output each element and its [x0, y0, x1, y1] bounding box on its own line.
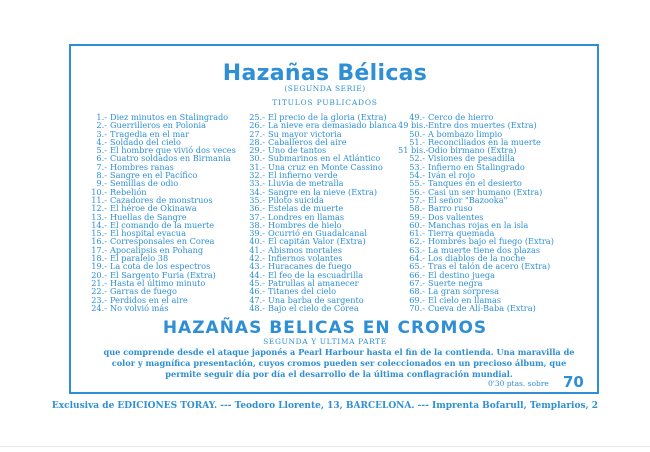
title-number: 9.-: [96, 178, 107, 189]
title-text: Suerte negra: [428, 277, 483, 288]
title-number: 31.-: [249, 161, 265, 172]
title-text: Corresponsales en Corea: [110, 236, 215, 247]
title-text: Hasta el último minuto: [110, 277, 206, 288]
title-number: 60.-: [409, 219, 425, 230]
title-text: Perdidos en el aire: [110, 294, 188, 305]
title-number: 43.-: [249, 261, 265, 272]
title-number: 49.-: [409, 112, 425, 122]
title-text: Cerco de hierro: [428, 112, 494, 122]
title-text: Abismos mortales: [268, 244, 342, 255]
titles-column-3: [398, 113, 554, 312]
cromos-description: que comprende desde el ataque japonés a Pearl Harbour hasta el fin de la contienda. Una maravilla de color y magnífica presentación, cuyos cromos pueden ser coleccionados en un precioso álbum, que permite seguir día por día el desarrollo de la última conflagración mundial.: [103, 347, 575, 379]
title-text: Odio birmano (Extra): [428, 145, 517, 156]
title-text: Cueva de Alí-Baba (Extra): [428, 302, 536, 313]
title-text: Londres en llamas: [268, 211, 345, 222]
title-text: El hombre que vivió dos veces: [110, 145, 236, 156]
title-text: Lluvia de metralla: [268, 178, 344, 189]
title-number: 50.-: [409, 128, 425, 139]
title-number: 65.-: [409, 261, 425, 272]
title-text: Guerrilleros en Polonia: [110, 120, 206, 131]
title-number: 51.-: [409, 136, 425, 147]
title-text: El precio de la gloria (Extra): [268, 112, 387, 122]
title-text: Infiernos volantes: [268, 253, 343, 264]
title-text: El infierno verde: [268, 170, 338, 181]
title-number: 58.-: [409, 203, 425, 214]
title-text: El Sargento Furia (Extra): [110, 269, 216, 280]
title-text: Hombres bajo el fuego (Extra): [428, 236, 554, 247]
title-number: 44.-: [249, 269, 265, 280]
title-number: 17.-: [91, 244, 107, 255]
title-text: Tragedia en el mar: [110, 128, 190, 139]
title-text: La nieve era demasiado blanca: [268, 120, 397, 131]
title-text: El comando de la muerte: [110, 219, 215, 230]
section-heading: TITULOS PUBLICADOS: [272, 98, 378, 107]
title-text: Rebelión: [110, 186, 147, 197]
title-number: 11.-: [91, 194, 107, 205]
title-number: 23.-: [91, 294, 107, 305]
title-number: 18.-: [91, 253, 107, 264]
title-text: Tras el talón de acero (Extra): [428, 261, 551, 272]
title-text: Diez minutos en Stalingrado: [110, 112, 229, 122]
title-number: 62.-: [409, 236, 425, 247]
title-number: 21.-: [91, 277, 107, 288]
title-text: Cazadores de monstruos: [110, 194, 213, 205]
title-number: 46.-: [249, 286, 265, 297]
title-text: Los diablos de la noche: [428, 253, 526, 264]
title-number: 51 bis.-: [398, 145, 429, 156]
title-number: 20.-: [91, 269, 107, 280]
title-text: Entre dos muertes (Extra): [428, 120, 537, 131]
title-number: 54.-: [409, 170, 425, 181]
title-number: 48.-: [249, 302, 265, 313]
title-number: 36.-: [249, 203, 265, 214]
title-text: A bombazo limpio: [428, 128, 503, 139]
title-text: No volvió más: [110, 302, 169, 313]
title-text: El héroe de Okinawa: [110, 203, 197, 214]
title-text: Hombres de hielo: [268, 219, 342, 230]
title-number: 68.-: [409, 286, 425, 297]
title-number: 38.-: [249, 219, 265, 230]
title-number: 57.-: [409, 194, 425, 205]
title-number: 40.-: [249, 236, 265, 247]
title-number: 52.-: [409, 153, 425, 164]
title-text: Tierra quemada: [428, 228, 495, 239]
title-text: Reconciliados en la muerte: [428, 136, 541, 147]
title-number: 49 bis.-: [398, 120, 429, 131]
title-number: 70.-: [409, 302, 425, 313]
title-number: 45.-: [249, 277, 265, 288]
title-text: La muerte tiene dos plazas: [428, 244, 541, 255]
title-number: 15.-: [91, 228, 107, 239]
title-list-item: [86, 304, 236, 312]
title-text: Apocalipsis en Pohang: [110, 244, 204, 255]
title-list-item: [230, 304, 397, 312]
title-number: 12.-: [91, 203, 107, 214]
title-number: 13.-: [91, 211, 107, 222]
cromos-title: HAZAÑAS BELICAS EN CROMOS: [162, 318, 488, 338]
title-text: Caballeros del aire: [268, 136, 347, 147]
title-text: Uno de tantos: [268, 145, 327, 156]
title-list-item: [398, 304, 554, 312]
title-number: 19.-: [91, 261, 107, 272]
title-number: 56.-: [409, 186, 425, 197]
title-number: 29.-: [249, 145, 265, 156]
title-number: 55.-: [409, 178, 425, 189]
title-number: 42.-: [249, 253, 265, 264]
title-number: 1.-: [96, 112, 107, 122]
title-number: 32.-: [249, 170, 265, 181]
title-text: Visiones de pesadilla: [428, 153, 515, 164]
page-title: Hazañas Bélicas: [222, 61, 428, 86]
title-number: 63.-: [409, 244, 425, 255]
title-number: 2.-: [96, 120, 107, 131]
title-number: 24.-: [91, 302, 107, 313]
title-text: Iván el rojo: [428, 170, 475, 181]
title-number: 22.-: [91, 286, 107, 297]
title-text: El hospital evacua: [110, 228, 186, 239]
title-text: Huracanes de fuego: [268, 261, 352, 272]
title-text: Semillas de odio: [110, 178, 179, 189]
title-number: 34.-: [249, 186, 265, 197]
title-text: Titanes del cielo: [268, 286, 337, 297]
title-text: Una cruz en Monte Cassino: [268, 161, 383, 172]
title-text: Dos valientes: [428, 211, 484, 222]
title-number: 33.-: [249, 178, 265, 189]
title-text: La cota de los espectros: [110, 261, 211, 272]
title-text: El paralelo 38: [110, 253, 169, 264]
title-text: El cielo en llamas: [428, 294, 502, 305]
title-number: 5.-: [96, 145, 107, 156]
title-text: Cuatro soldados en Birmania: [110, 153, 231, 164]
title-text: El feo de la escuadrilla: [268, 269, 364, 280]
title-text: Sangre en la nieve (Extra): [268, 186, 378, 197]
title-text: Casi un ser humano (Extra): [428, 186, 543, 197]
title-text: La gran sorpresa: [428, 286, 499, 297]
title-text: Su mayor victoria: [268, 128, 342, 139]
title-number: 10.-: [91, 186, 107, 197]
title-text: Estelas de muerte: [268, 203, 344, 214]
title-number: 25.-: [249, 112, 265, 122]
title-text: Una barba de sargento: [268, 294, 364, 305]
title-text: Barro ruso: [428, 203, 473, 214]
title-list-item: [86, 179, 236, 187]
title-text: Tanques en el desierto: [428, 178, 522, 189]
title-number: 47.-: [249, 294, 265, 305]
title-number: 7.-: [96, 161, 107, 172]
title-text: Manchas rojas en la isla: [428, 219, 529, 230]
title-text: Submarinos en el Atlántico: [268, 153, 381, 164]
title-number: 16.-: [91, 236, 107, 247]
title-number: 14.-: [91, 219, 107, 230]
titles-column-2: [230, 113, 397, 312]
page-subtitle: (SEGUNDA SERIE): [284, 84, 366, 93]
title-number: 61.-: [409, 228, 425, 239]
title-text: Piloto suicida: [268, 194, 324, 205]
title-text: El capitán Valor (Extra): [268, 236, 366, 247]
title-text: Infierno en Stalingrado: [428, 161, 525, 172]
title-text: Ocurrió en Guadalcanal: [268, 228, 367, 239]
title-text: Bajo el cielo de Corea: [268, 302, 359, 313]
title-text: Patrullas al amanecer: [268, 277, 359, 288]
title-number: 64.-: [409, 253, 425, 264]
titles-column-1: [86, 113, 236, 312]
title-number: 53.-: [409, 161, 425, 172]
page-number: 70: [563, 373, 584, 391]
title-number: 41.-: [249, 244, 265, 255]
title-number: 30.-: [249, 153, 265, 164]
title-number: 28.-: [249, 136, 265, 147]
title-number: 27.-: [249, 128, 265, 139]
bottom-divider: [0, 446, 650, 447]
title-text: Soldado del cielo: [110, 136, 181, 147]
title-text: Garras de fuego: [110, 286, 177, 297]
title-number: 67.-: [409, 277, 425, 288]
title-number: 59.-: [409, 211, 425, 222]
title-number: 8.-: [96, 170, 107, 181]
title-text: Sangre en el Pacífico: [110, 170, 198, 181]
title-text: Hombres ranas: [110, 161, 174, 172]
title-number: 39.-: [249, 228, 265, 239]
title-number: 37.-: [249, 211, 265, 222]
title-number: 3.-: [96, 128, 107, 139]
title-number: 4.-: [96, 136, 107, 147]
title-number: 26.-: [249, 120, 265, 131]
title-number: 66.-: [409, 269, 425, 280]
publisher-footer: Exclusiva de EDICIONES TORAY. --- Teodoro Llorente, 13, BARCELONA. --- Imprenta Bofarull, Templarios, 2: [51, 401, 599, 411]
title-number: 69.-: [409, 294, 425, 305]
cromos-subtitle: SEGUNDA Y ULTIMA PARTE: [263, 337, 387, 346]
title-text: El destino juega: [428, 269, 495, 280]
title-text: El señor "Bazooka": [428, 194, 508, 205]
title-number: 6.-: [96, 153, 107, 164]
price-label: 0'30 ptas. sobre: [488, 379, 549, 388]
title-number: 35.-: [249, 194, 265, 205]
title-text: Huellas de Sangre: [110, 211, 187, 222]
